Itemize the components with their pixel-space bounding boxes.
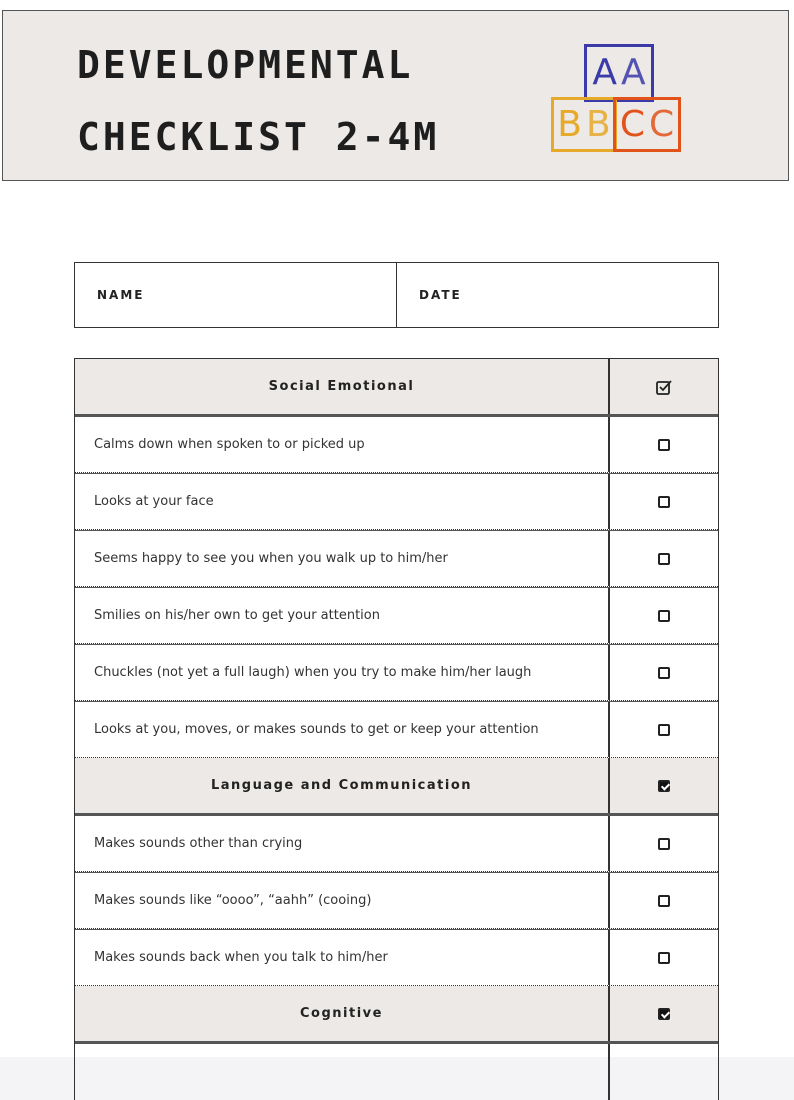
item-text: Smilies on his/her own to get your attention (75, 588, 610, 643)
item-text: Calms down when spoken to or picked up (75, 417, 610, 472)
checkbox[interactable] (658, 553, 670, 565)
item-text-empty (75, 1044, 610, 1100)
section-title: Social Emotional (75, 359, 610, 414)
section-title: Cognitive (75, 986, 610, 1041)
section-header-social-emotional (75, 359, 718, 416)
item-text: Makes sounds back when you talk to him/her (75, 930, 610, 985)
section-header-cognitive (75, 986, 718, 1043)
block-letter-shadow: B (586, 103, 611, 145)
checklist-item (75, 416, 718, 473)
item-text: Looks at your face (75, 474, 610, 529)
checklist-item (75, 644, 718, 701)
section-header-language (75, 758, 718, 815)
item-text: Makes sounds other than crying (75, 816, 610, 871)
page-header (2, 10, 789, 181)
letter-block-c (613, 97, 681, 152)
title-line-1: DEVELOPMENTAL (77, 43, 414, 87)
item-text: Chuckles (not yet a full laugh) when you try to make him/her laugh (75, 645, 610, 700)
date-field[interactable] (397, 263, 718, 327)
checkbox[interactable] (658, 496, 670, 508)
letter-block-b (551, 97, 617, 152)
item-text: Makes sounds like “oooo”, “aahh” (cooing) (75, 873, 610, 928)
filled-checkbox[interactable] (658, 1008, 670, 1020)
checklist-item (75, 530, 718, 587)
block-letter-shadow: C (649, 103, 675, 145)
block-letter: B (557, 103, 582, 145)
date-label: DATE (419, 288, 462, 302)
checklist-table (74, 358, 719, 1100)
checklist-item (75, 1043, 718, 1100)
block-letter: C (619, 103, 645, 145)
checkbox[interactable] (658, 610, 670, 622)
name-label: NAME (97, 288, 145, 302)
checklist-item (75, 872, 718, 929)
checkbox[interactable] (658, 439, 670, 451)
checkbox[interactable] (658, 667, 670, 679)
checkbox[interactable] (658, 838, 670, 850)
checklist-item (75, 701, 718, 758)
checkbox[interactable] (658, 952, 670, 964)
section-title: Language and Communication (75, 758, 610, 813)
checklist-item (75, 929, 718, 986)
block-letter: A (592, 52, 617, 93)
item-text: Looks at you, moves, or makes sounds to get or keep your attention (75, 702, 610, 757)
checklist-item (75, 815, 718, 872)
checklist-item (75, 473, 718, 530)
filled-checkbox[interactable] (658, 780, 670, 792)
checkbox[interactable] (658, 895, 670, 907)
checkbox[interactable] (658, 724, 670, 736)
name-field[interactable] (75, 263, 397, 327)
checked-box-icon (655, 378, 673, 396)
name-date-box (74, 262, 719, 328)
item-check-empty (610, 1044, 718, 1100)
title-line-2: CHECKLIST 2-4M (77, 115, 440, 159)
checklist-item (75, 587, 718, 644)
block-letter-shadow: A (621, 52, 646, 93)
item-text: Seems happy to see you when you walk up to him/her (75, 531, 610, 586)
letter-block-a (584, 44, 654, 102)
